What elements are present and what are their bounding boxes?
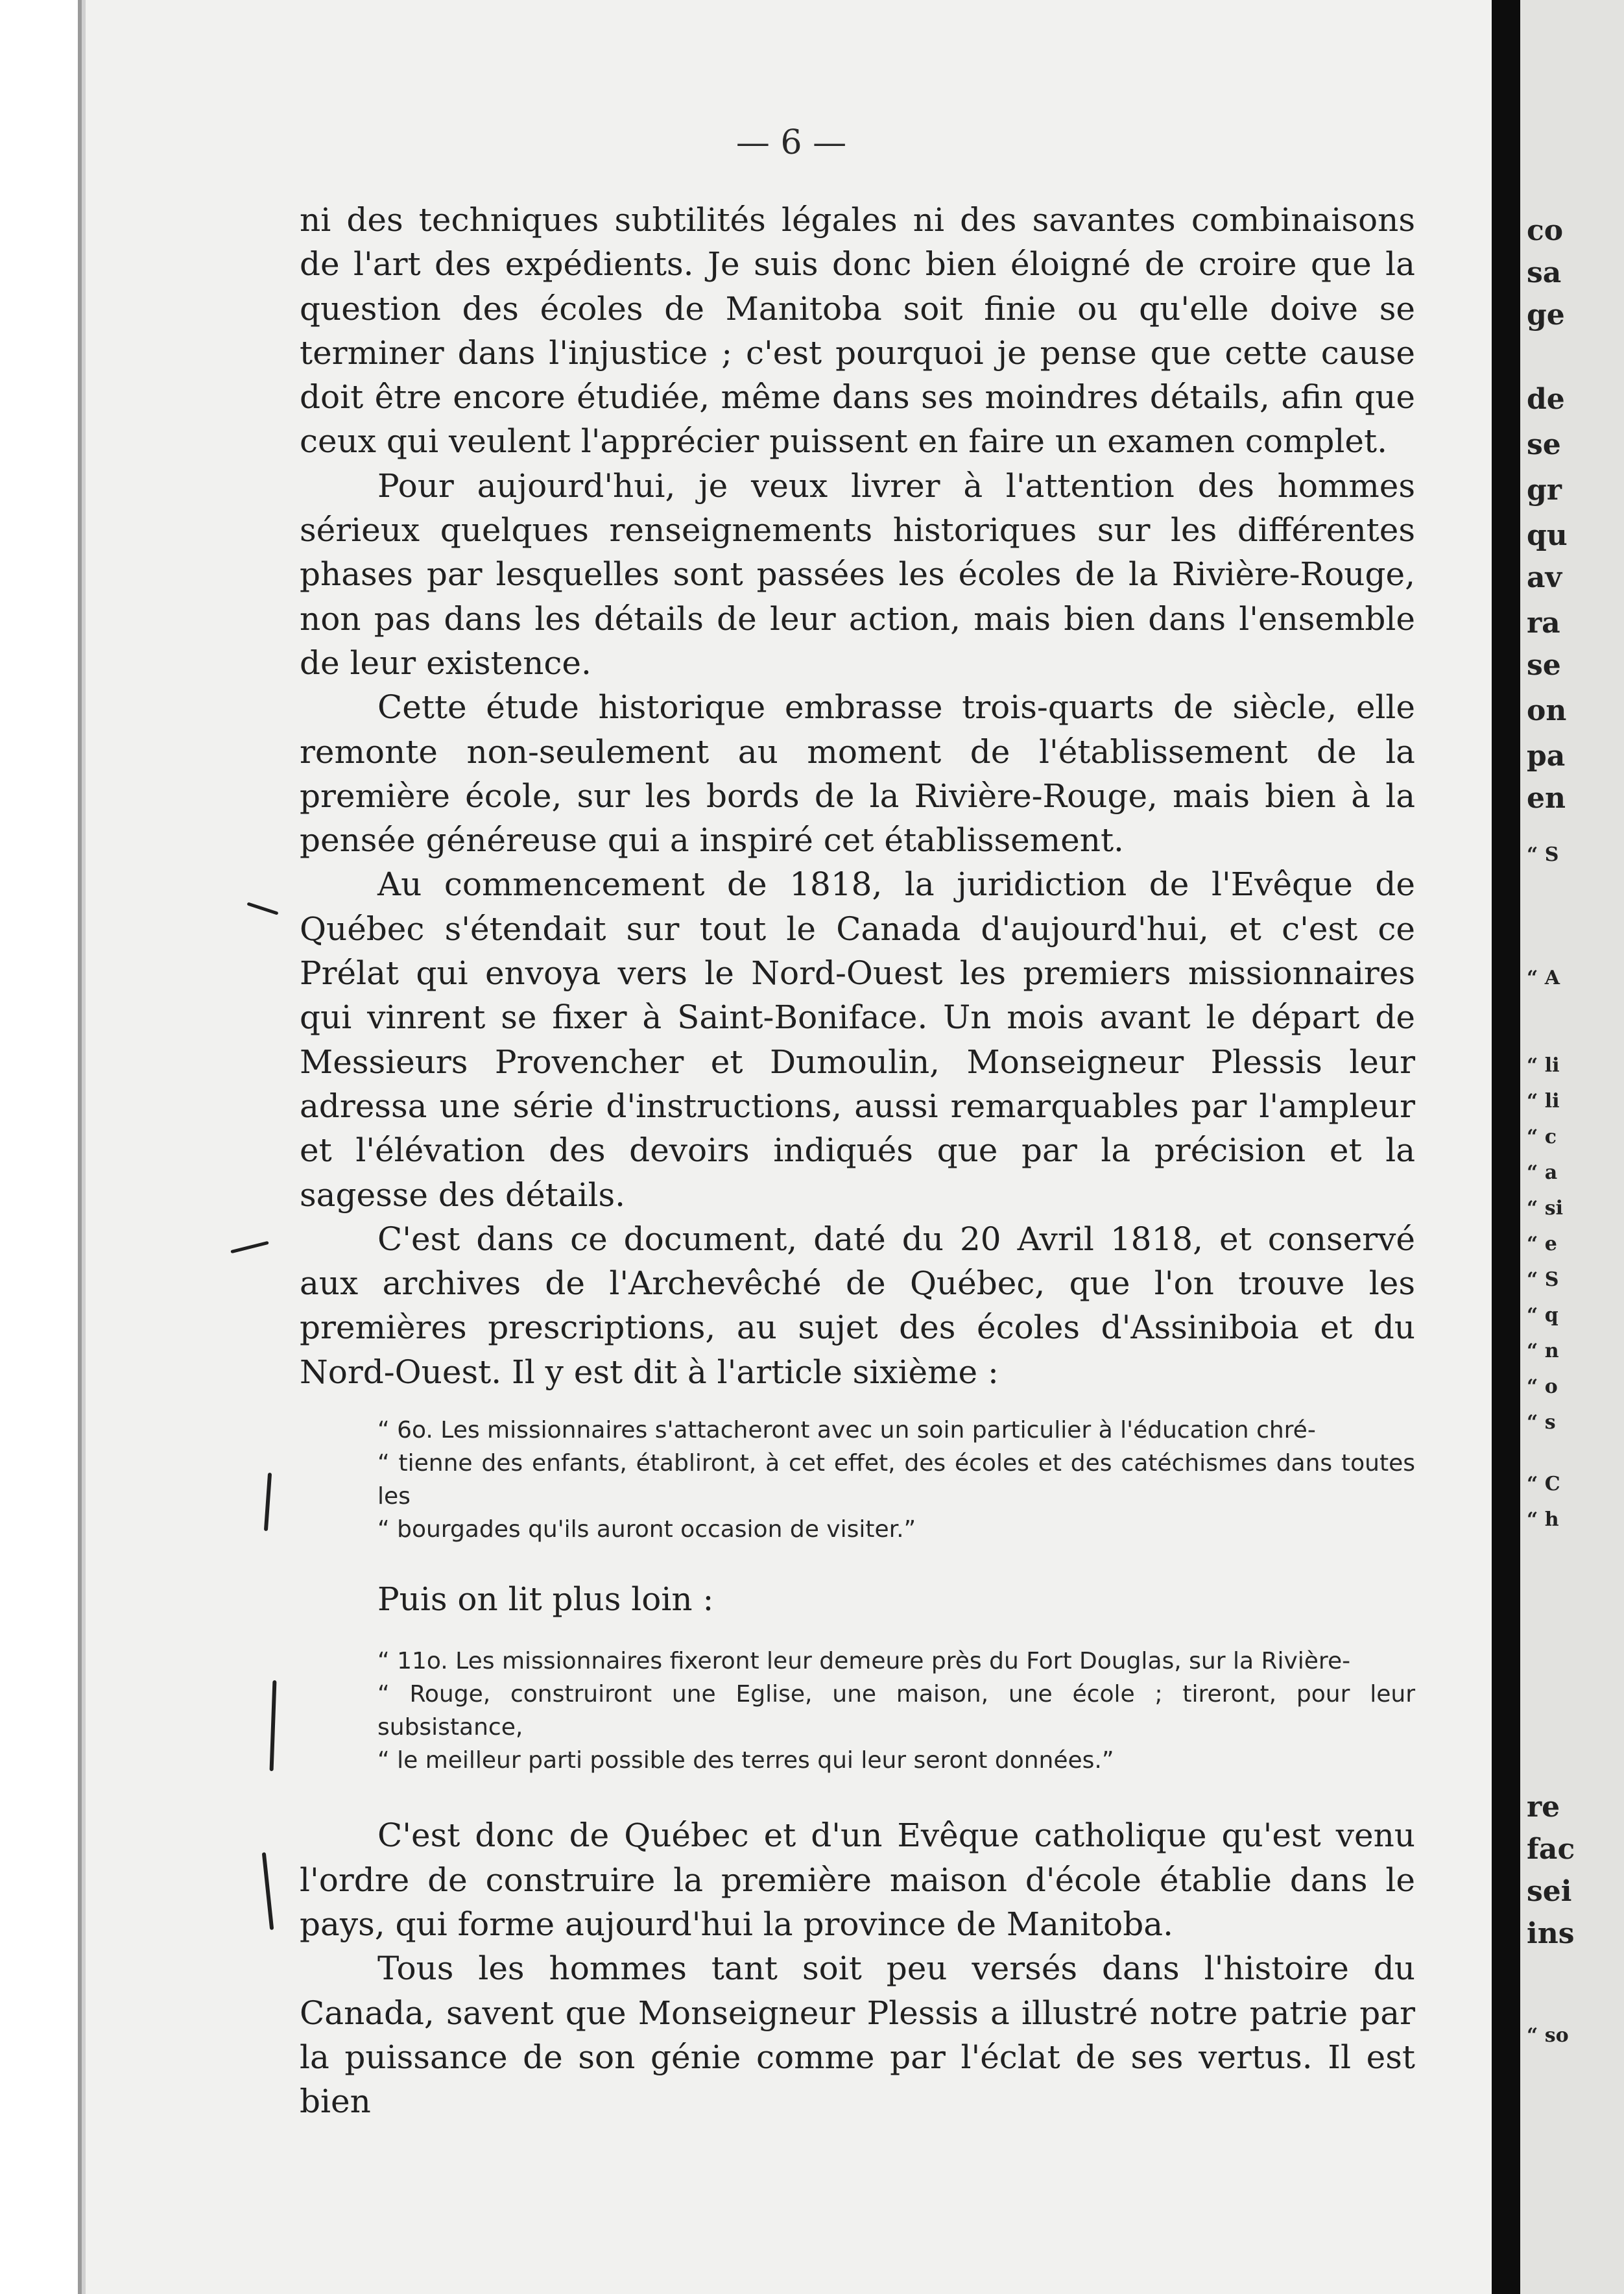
scan-margin xyxy=(0,0,78,2294)
adjacent-page-edge xyxy=(1520,0,1624,2294)
fragment: fac xyxy=(1527,1833,1575,1866)
paragraph-2: Pour aujourd'hui, je veux livrer à l'attention des hommes sérieux quelques renseignements historiques sur les différentes phases par lesquelles sont passées les écoles de la Rivière-Rouge, non pas dans les détails de leur action, mais bien dans l'ensemble de leur existence. xyxy=(300,466,1415,682)
fragment: en xyxy=(1527,782,1566,815)
body-text xyxy=(300,198,1415,2123)
page-number: — 6 — xyxy=(735,123,847,162)
fragment: pa xyxy=(1527,740,1566,773)
fragment: “ si xyxy=(1527,1197,1563,1220)
quote-line: “ tienne des enfants, établiront, à cet effet, des écoles et des catéchismes dans toutes les xyxy=(377,1450,1415,1510)
fragment: on xyxy=(1527,694,1567,727)
fragment: av xyxy=(1527,561,1562,594)
fragment: “ S xyxy=(1527,843,1559,866)
quote-line: “ bourgades qu'ils auront occasion de visiter.” xyxy=(377,1516,916,1543)
fragment: “ li xyxy=(1527,1054,1560,1077)
fragment: re xyxy=(1527,1791,1560,1824)
fragment: qu xyxy=(1527,519,1568,552)
quote-article-6 xyxy=(300,1414,1415,1546)
fragment: ins xyxy=(1527,1917,1575,1950)
quote-article-11 xyxy=(300,1645,1415,1777)
fragment: “ s xyxy=(1527,1411,1556,1434)
page-gutter xyxy=(1492,0,1520,2294)
quote-line: “ 6o. Les missionnaires s'attacheront avec un soin particulier à l'éducation chré- xyxy=(377,1417,1316,1444)
fragment: “ e xyxy=(1527,1233,1557,1255)
fragment: sei xyxy=(1527,1875,1572,1908)
fragment: sa xyxy=(1527,256,1562,289)
fragment: “ S xyxy=(1527,1268,1559,1291)
fragment: co xyxy=(1527,214,1564,247)
fragment: ge xyxy=(1527,298,1565,332)
fragment: “ n xyxy=(1527,1340,1559,1362)
fragment: ra xyxy=(1527,607,1560,640)
fragment: “ o xyxy=(1527,1375,1558,1398)
paragraph-4: Au commencement de 1818, la juridiction de l'Evêque de Québec s'étendait sur tout le Canada d'aujourd'hui, et c'est ce Prélat qui envoya vers le Nord-Ouest les premiers missionnaires qui vinrent se fixer à Saint-Boniface. Un mois avant le départ de Messieurs Provencher et Dumoulin, Monseigneur Plessis leur adressa une série d'instructions, aussi remarquables par l'ampleur et l'élévation des devoirs indiqués que par la précision et la sagesse des détails. xyxy=(300,865,1415,1214)
paragraph-3: Cette étude historique embrasse trois-quarts de siècle, elle remonte non-seulement au moment de l'établissement de la première école, sur les bords de la Rivière-Rouge, mais bien à la pensée généreuse qui a inspiré cet établissement. xyxy=(300,688,1415,860)
paragraph-5: C'est dans ce document, daté du 20 Avril 1818, et conservé aux archives de l'Archevêché de Québec, que l'on trouve les premières prescriptions, au sujet des écoles d'Assiniboia et du Nord-Ouest. Il y est dit à l'article sixième : xyxy=(300,1220,1415,1391)
quote-line: “ le meilleur parti possible des terres qui leur seront données.” xyxy=(377,1747,1114,1774)
fragment: de xyxy=(1527,383,1565,416)
fragment: “ q xyxy=(1527,1304,1558,1327)
paragraph-1: ni des techniques subtilités légales ni des savantes combinaisons de l'art des expédients. Je suis donc bien éloigné de croire que la question des écoles de Manitoba soit finie ou qu'elle doive se terminer dans l'injustice ; c'est pourquoi je pense que cette cause doit être encore étudiée, même dans ses moindres détails, afin que ceux qui veulent l'apprécier puissent en faire un examen complet. xyxy=(300,201,1415,461)
fragment: se xyxy=(1527,428,1561,461)
fragment: “ c xyxy=(1527,1126,1557,1148)
transition-line: Puis on lit plus loin : xyxy=(377,1580,714,1619)
fragment: gr xyxy=(1527,474,1562,507)
paragraph-6: C'est donc de Québec et d'un Evêque catholique qu'est venu l'ordre de construire la première maison d'école établie dans le pays, qui forme aujourd'hui la province de Manitoba. xyxy=(300,1817,1415,1943)
fragment: “ a xyxy=(1527,1161,1558,1184)
quote-line: “ 11o. Les missionnaires fixeront leur demeure près du Fort Douglas, sur la Rivière- xyxy=(377,1648,1351,1675)
quote-line: “ Rouge, construiront une Eglise, une maison, une école ; tireront, pour leur subsistance, xyxy=(377,1681,1415,1741)
fragment: “ so xyxy=(1527,2024,1569,2047)
fragment: “ li xyxy=(1527,1090,1560,1113)
fragment: “ h xyxy=(1527,1508,1559,1531)
fragment: “ C xyxy=(1527,1473,1560,1495)
fragment: “ A xyxy=(1527,967,1560,989)
fragment: se xyxy=(1527,649,1561,682)
paragraph-7: Tous les hommes tant soit peu versés dans l'histoire du Canada, savent que Monseigneur Plessis a illustré notre patrie par la puissance de son génie comme par l'éclat de ses vertus. Il est bien xyxy=(300,1950,1415,2121)
